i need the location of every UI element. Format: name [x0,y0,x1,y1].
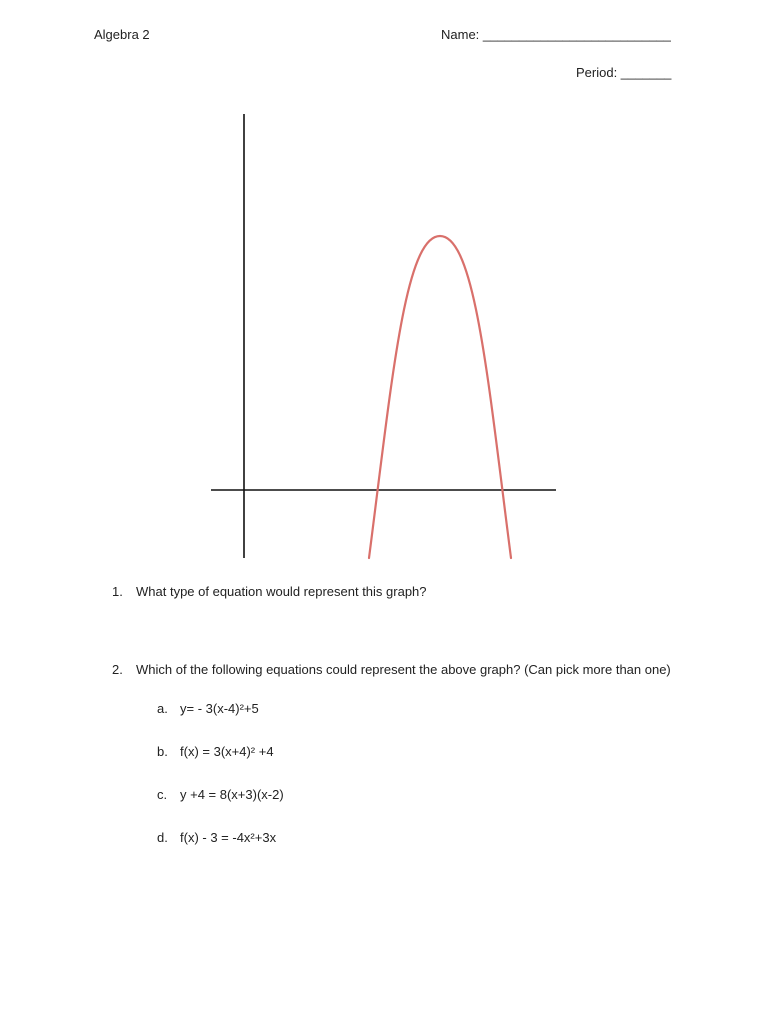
option-letter: a. [157,701,168,716]
option-d [157,828,276,848]
question-number: 2. [112,662,123,677]
option-c [157,785,284,805]
option-equation: f(x) = 3(x+4)² +4 [180,744,274,759]
option-letter: c. [157,787,168,802]
question-text: What type of equation would represent this graph? [136,584,427,599]
period-field-line: Period: _______ [576,65,672,80]
option-equation: y= - 3(x-4)²+5 [180,701,259,716]
course-title: Algebra 2 [94,27,150,42]
option-letter: d. [157,830,168,845]
option-equation: y +4 = 8(x+3)(x-2) [180,787,284,802]
option-equation: f(x) - 3 = -4x²+3x [180,830,277,845]
parabola-curve [369,236,511,558]
option-letter: b. [157,744,168,759]
name-field-line: Name: __________________________ [441,27,671,42]
option-b [157,742,274,762]
question-text: Which of the following equations could represent the above graph? (Can pick more than one) [136,662,671,677]
option-a [157,699,259,719]
question-number: 1. [112,584,123,599]
